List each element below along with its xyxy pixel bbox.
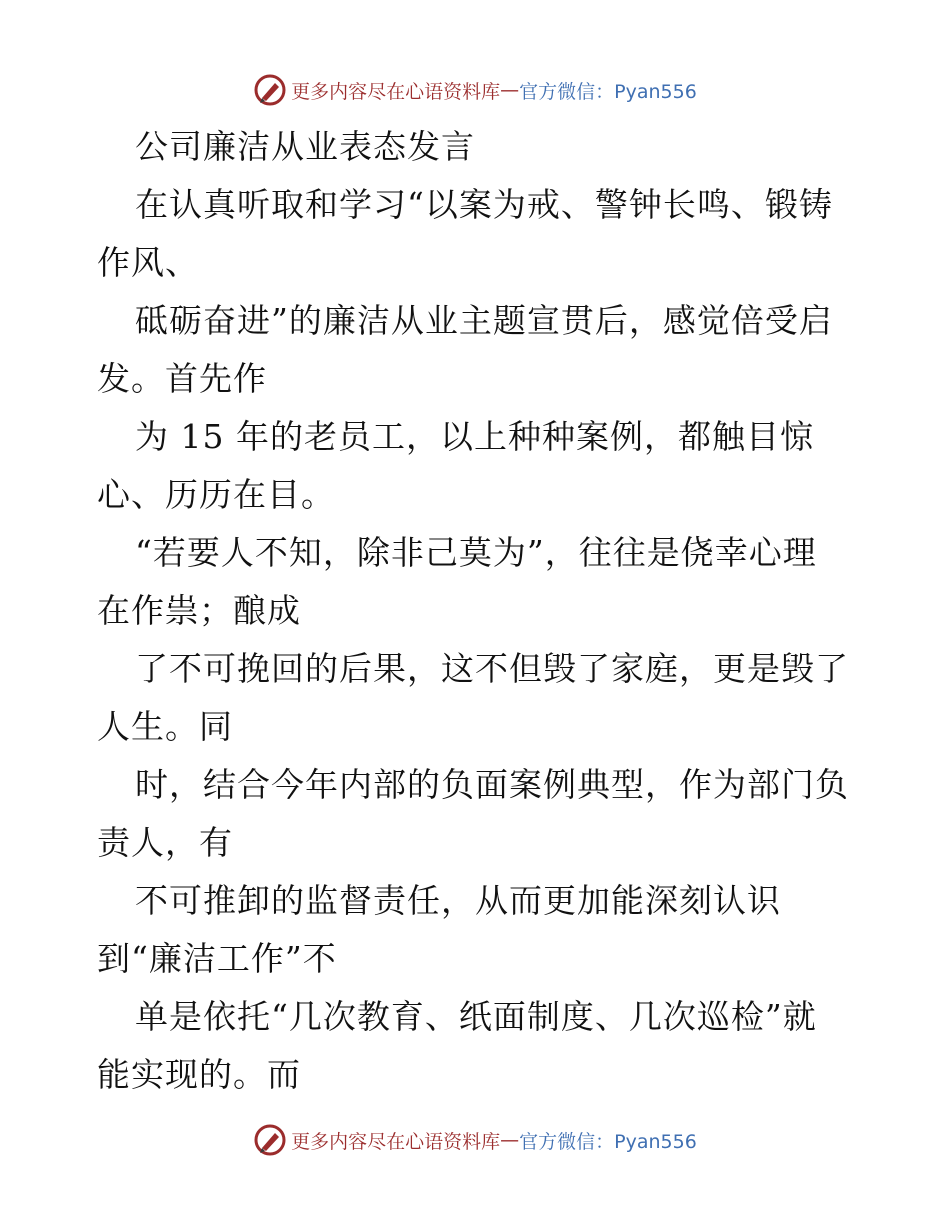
header-dash: — — [500, 79, 520, 101]
pen-logo-icon — [253, 1123, 287, 1157]
pen-logo-icon — [253, 73, 287, 107]
header-text: 更多内容尽在心语资料库 — [291, 80, 501, 103]
text-line: 时，结合今年内部的负面案例典型，作为部门负 — [135, 765, 849, 804]
text-line: 为 15 年的老员工，以上种种案例，都触目惊 — [135, 417, 814, 456]
text-line: 砥砺奋进”的廉洁从业主题宣贯后，感觉倍受启 — [135, 301, 833, 340]
text-line: 在作祟；酿成 — [97, 591, 301, 630]
text-line: 在认真听取和学习“以案为戒、警钟长鸣、锻铸 — [135, 185, 833, 224]
text-line: 发。首先作 — [97, 359, 267, 398]
header-banner — [0, 70, 950, 110]
text-line: 单是依托“几次教育、纸面制度、几次巡检”就 — [135, 997, 817, 1036]
text-line: 心、历历在目。 — [97, 475, 335, 514]
text-line: 责人，有 — [97, 823, 233, 862]
text-line: 不可推卸的监督责任，从而更加能深刻认识 — [135, 881, 781, 920]
footer-wechat: 官方微信：Pyan556 — [519, 1130, 697, 1153]
text-line: 能实现的。而 — [97, 1055, 301, 1094]
footer-dash: — — [500, 1129, 520, 1151]
header-wechat: 官方微信：Pyan556 — [519, 80, 697, 103]
text-line: 人生。同 — [97, 707, 233, 746]
text-line: 到“廉洁工作”不 — [97, 939, 337, 978]
text-line: 了不可挽回的后果，这不但毁了家庭，更是毁了 — [135, 649, 849, 688]
text-line: 作风、 — [97, 243, 199, 282]
footer-text: 更多内容尽在心语资料库 — [291, 1130, 501, 1153]
document-title: 公司廉洁从业表态发言 — [135, 127, 475, 166]
text-line: “若要人不知，除非己莫为”，往往是侥幸心理 — [135, 533, 817, 572]
footer-banner — [0, 1120, 950, 1160]
document-body — [97, 118, 857, 1104]
